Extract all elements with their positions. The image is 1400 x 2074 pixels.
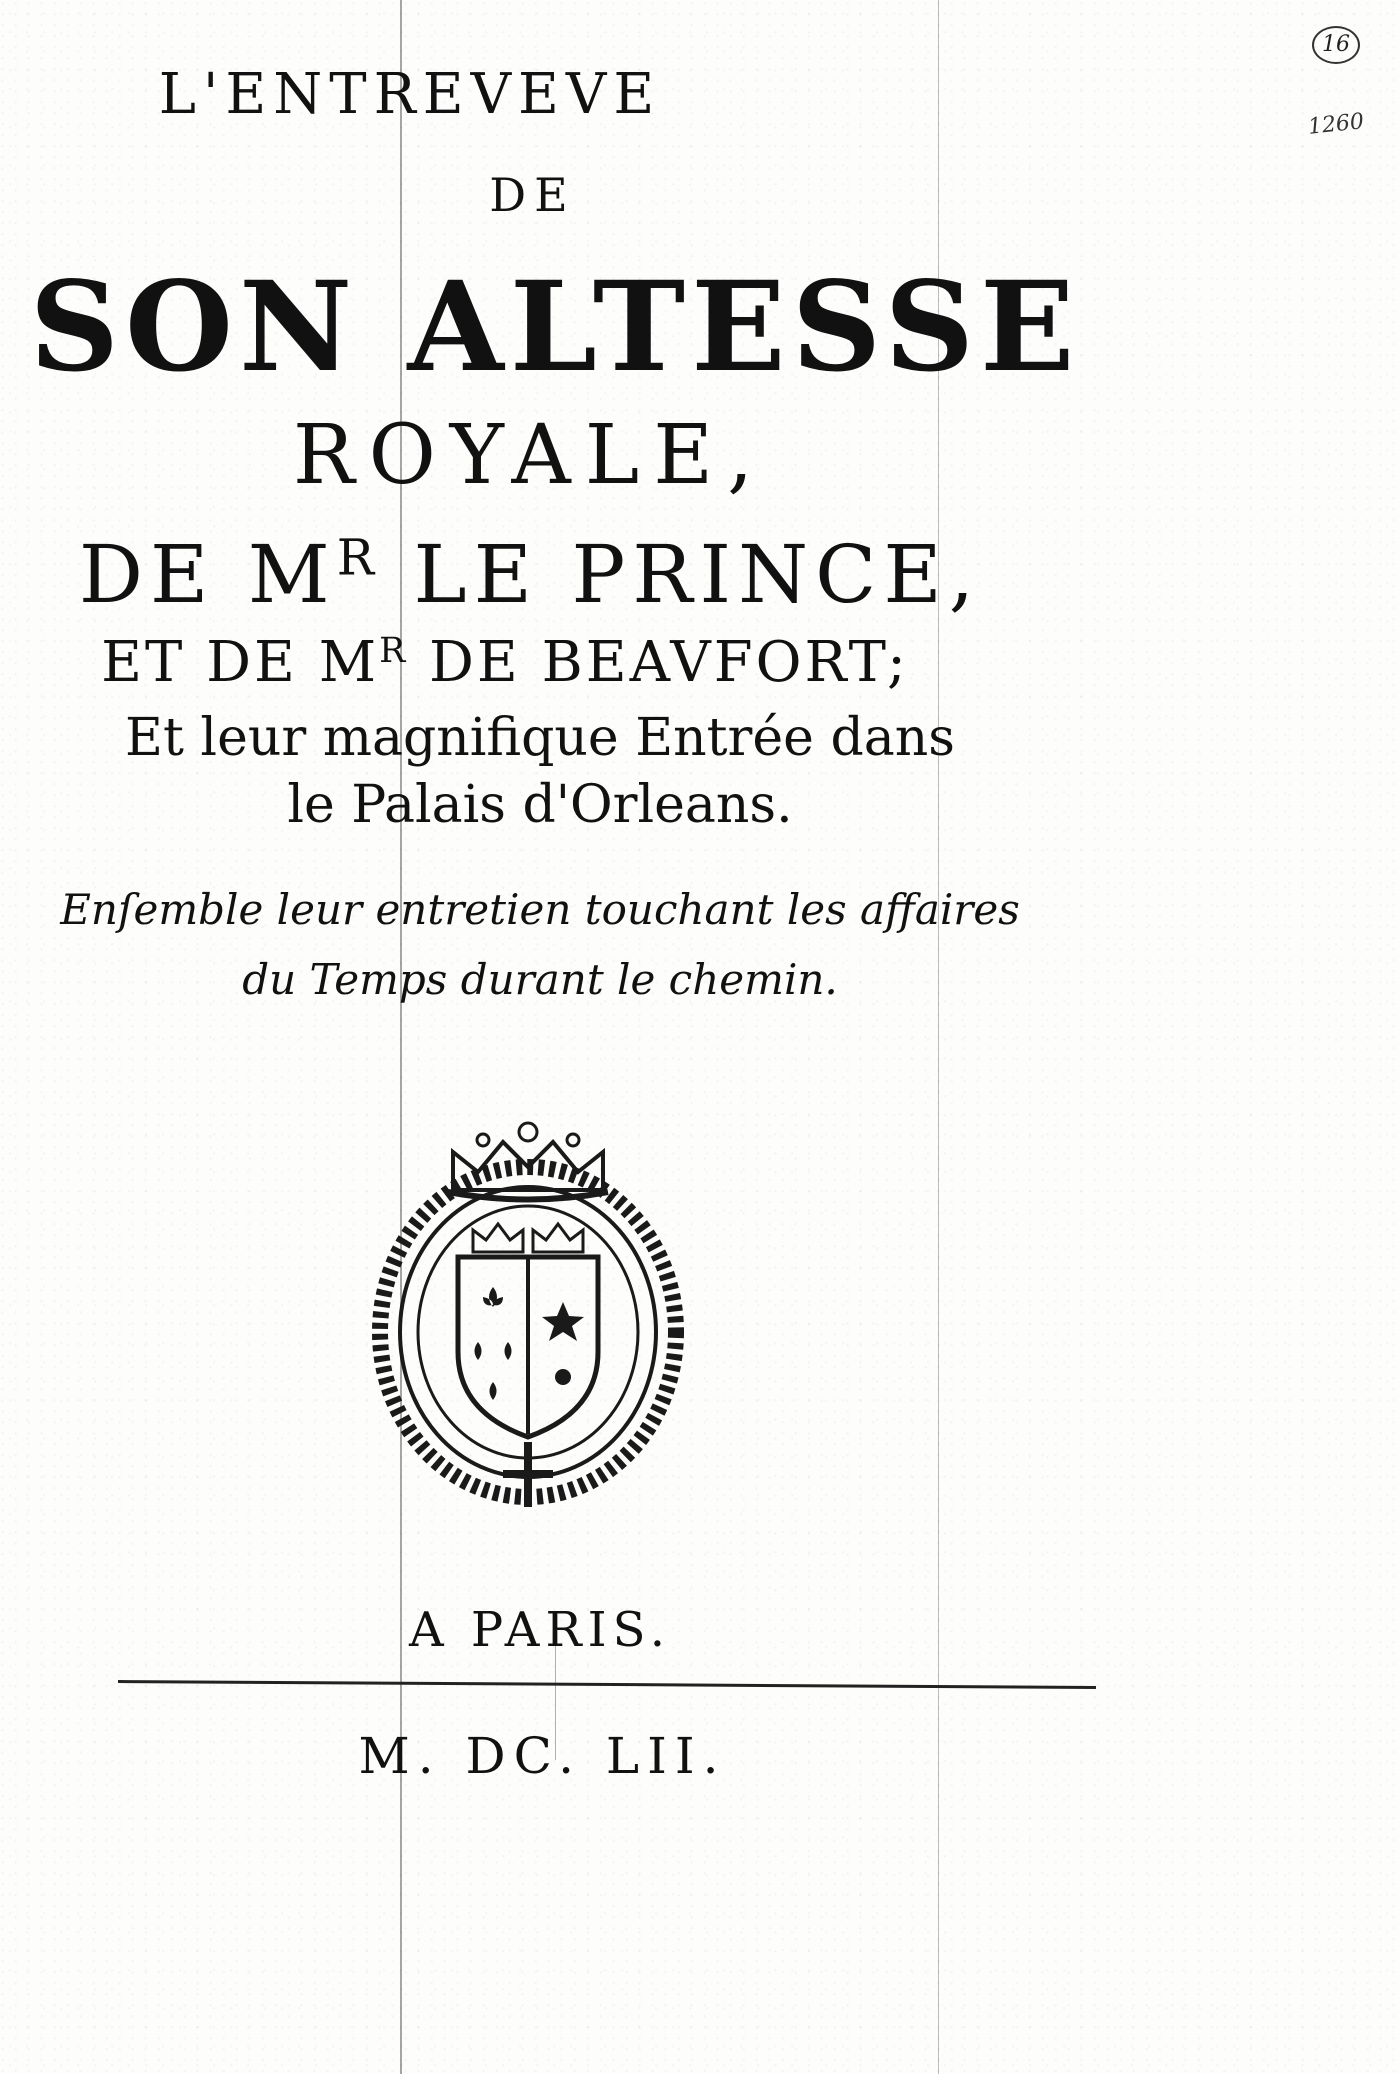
title-line-3: SON ALTESSE xyxy=(29,255,1081,400)
title-line-6 xyxy=(0,630,1010,695)
title-line-5-pre: DE M xyxy=(78,528,337,621)
folio-number: 16 xyxy=(1312,26,1360,64)
title-line-5-post: LE PRINCE, xyxy=(381,528,982,621)
title-line-5-sup: R xyxy=(336,528,382,587)
imprint-year: M. DC. LII. xyxy=(358,1727,727,1785)
title-line-4: ROYALE, xyxy=(292,408,768,503)
imprint-place: A PARIS. xyxy=(408,1602,671,1658)
subtitle-line-2: le Palais d'Orleans. xyxy=(287,775,793,835)
title-line-6-pre: ET DE M xyxy=(101,630,380,695)
title-line-6-post: DE BEAVFORT; xyxy=(408,630,909,695)
title-line-1: L'ENTREVEVE xyxy=(158,62,662,127)
royal-coat-of-arms-icon xyxy=(358,1112,698,1512)
title-line-2: DE xyxy=(489,168,576,222)
title-line-6-sup: R xyxy=(379,630,409,671)
description-line-1: Enſemble leur entretien touchant les affaires xyxy=(60,885,1020,934)
title-line-5 xyxy=(0,528,1060,621)
divider-rule xyxy=(118,1680,1096,1689)
subtitle-line-1: Et leur magnifique Entrée dans xyxy=(125,708,955,768)
description-line-2: du Temps durant le chemin. xyxy=(242,955,838,1004)
catalog-number: 1260 xyxy=(1306,109,1366,140)
